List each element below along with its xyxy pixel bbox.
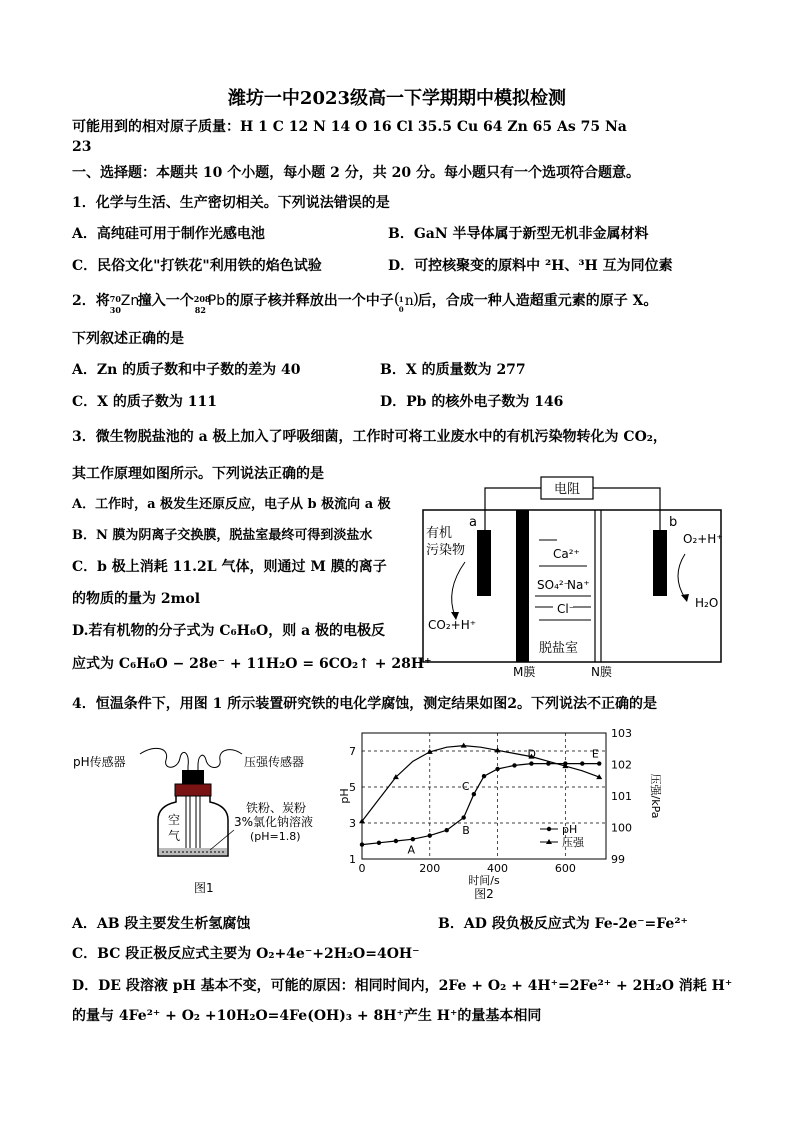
question-2-option-b: B．X 的质量数为 277 <box>380 362 526 378</box>
ph-point <box>597 761 601 765</box>
corrosion-apparatus-figure <box>70 740 330 898</box>
y-right-tick-label: 100 <box>611 821 632 835</box>
ph-point <box>445 828 449 832</box>
sulfate-ion-label: SO₄²⁻ <box>537 578 571 592</box>
question-4-stem: 4．恒温条件下，用图 1 所示装置研究铁的电化学腐蚀，测定结果如图2。下列说法不正确的是 <box>72 696 657 712</box>
m-membrane-label: M膜 <box>513 665 536 679</box>
pb-nuclide: 208 82 Pb <box>193 293 226 315</box>
question-2-option-d: D．Pb 的核外电子数为 146 <box>380 394 564 410</box>
wire-right <box>593 488 660 510</box>
question-3-option-d-cont: 应式为 C₆H₆O − 28e⁻ + 11H₂O = 6CO₂↑ + 28H⁺ <box>72 656 432 672</box>
pressure-tube <box>196 796 200 852</box>
legend-pressure-label: 压强 <box>562 836 584 849</box>
question-4-option-b: B．AD 段负极反应式为 Fe-2e⁻=Fe²⁺ <box>438 916 688 932</box>
point-label-B: B <box>462 824 470 838</box>
pressure-sensor-wire <box>198 750 242 776</box>
q2-text-4: 后，合成一种人造超重元素的原子 X。 <box>417 293 658 309</box>
arrow-oxygen <box>678 554 685 598</box>
sodium-ion-label: Na⁺ <box>567 578 590 592</box>
water-product-label: H₂O <box>695 596 719 610</box>
nacl-solution-label: 3%氯化钠溶液 <box>234 815 314 829</box>
atomic-mass-line: 可能用到的相对原子质量：H 1 C 12 N 14 O 16 Cl 35.5 Cu 64 Zn 65 As 75 Na <box>72 119 627 135</box>
question-2-stem <box>72 289 658 315</box>
electrode-a-label: a <box>469 515 477 530</box>
y-right-tick-label: 101 <box>611 790 632 803</box>
pointer-line <box>210 830 234 850</box>
air-label-2: 气 <box>168 829 181 843</box>
page-title: 潍坊一中2023级高一下学期期中模拟检测 <box>227 88 567 109</box>
ph-value-label: (pH=1.8) <box>250 830 301 843</box>
point-label-A: A <box>407 843 415 857</box>
y-right-tick-label: 102 <box>611 758 632 772</box>
ph-point <box>461 815 465 819</box>
ph-point <box>411 837 415 841</box>
ph-point <box>360 842 364 846</box>
question-1-option-a: A．高纯硅可用于制作光感电池 <box>72 226 265 242</box>
point-label-D: D <box>527 747 536 761</box>
electrode-a <box>477 530 491 596</box>
ph-point <box>377 841 381 845</box>
ph-sensor-wire <box>140 748 188 776</box>
question-1-option-c: C．民俗文化"打铁花"利用铁的焰色试验 <box>72 258 322 274</box>
x-tick-label: 600 <box>554 862 576 875</box>
rubber-stopper <box>175 784 211 796</box>
question-4-option-d-cont: 的量与 4Fe²⁺ + O₂ +10H₂O=4Fe(OH)₃ + 8H⁺产生 H⁺的量基本相同 <box>72 1008 542 1024</box>
y-left-tick-label: 5 <box>349 781 356 794</box>
arrow-oxygen-head <box>681 594 689 602</box>
desalination-cell-diagram <box>415 470 730 680</box>
y-left-axis-label: pH <box>338 788 351 804</box>
iron-carbon-label: 铁粉、炭粉 <box>246 801 307 815</box>
question-4-option-d: D．DE 段溶液 pH 基本不变，可能的原因：相同时间内，2Fe + O₂ + 4H⁺=2Fe²⁺ + 2H₂O 消耗 H⁺ <box>72 978 733 994</box>
ph-point <box>580 761 584 765</box>
question-3-option-c-cont: 的物质的量为 2mol <box>72 591 201 607</box>
ph-point <box>512 763 516 767</box>
electrode-b-label: b <box>669 515 678 530</box>
question-1-option-d: D．可控核聚变的原料中 ²H、³H 互为同位素 <box>388 258 673 274</box>
wire-left <box>485 488 541 510</box>
solution-layer <box>159 848 227 855</box>
m-membrane <box>516 510 529 662</box>
x-tick-label: 400 <box>487 862 509 875</box>
ph-point <box>546 761 550 765</box>
ph-point <box>428 833 432 837</box>
question-3-option-a: A．工作时，a 极发生还原反应，电子从 b 极流向 a 极 <box>72 497 391 512</box>
question-4-option-c: C．BC 段正极反应式主要为 O₂+4e⁻+2H₂O=4OH⁻ <box>72 946 420 962</box>
arrow-organic <box>452 562 465 616</box>
point-label-C: C <box>461 780 470 794</box>
ph-pressure-chart <box>340 725 670 900</box>
electrode-b <box>653 530 667 596</box>
ph-point <box>482 774 486 778</box>
ph-point <box>529 761 533 765</box>
ph-point <box>394 839 398 843</box>
question-3-stem-2: 其工作原理如图所示。下列说法正确的是 <box>72 466 324 482</box>
figure-2-caption: 图2 <box>474 887 494 901</box>
q2-text-3: 的原子核并释放出一个中子 <box>225 293 394 309</box>
y-right-tick-label: 99 <box>611 853 625 866</box>
question-4-option-a: A．AB 段主要发生析氢腐蚀 <box>72 916 251 932</box>
question-3-stem: 3．微生物脱盐池的 a 极上加入了呼吸细菌，工作时可将工业废水中的有机污染物转化为 CO₂， <box>72 429 667 445</box>
x-tick-label: 200 <box>419 862 441 875</box>
organic-label-1: 有机 <box>426 526 453 541</box>
question-3-option-c: C．b 极上消耗 11.2L 气体，则通过 M 膜的离子 <box>72 559 387 575</box>
section-heading: 一、选择题：本题共 10 个小题，每小题 2 分，共 20 分。每小题只有一个选项符合题意。 <box>72 165 640 181</box>
question-2-stem-2: 下列叙述正确的是 <box>72 331 184 347</box>
x-axis-label: 时间/s <box>468 874 500 887</box>
sensor-cap <box>182 770 204 784</box>
zn-nuclide: 70 30 Zn <box>109 293 140 315</box>
calcium-ion-label: Ca²⁺ <box>553 547 580 561</box>
resistor-label: 电阻 <box>553 482 581 497</box>
legend-ph-label: pH <box>562 823 578 836</box>
legend-ph-marker <box>547 827 551 831</box>
figure-1-caption: 图1 <box>194 881 214 895</box>
ph-point <box>495 767 499 771</box>
q2-text-2: 撞入一个 <box>137 293 194 309</box>
question-1-option-b: B．GaN 半导体属于新型无机非金属材料 <box>388 226 649 242</box>
question-2-option-a: A．Zn 的质子数和中子数的差为 40 <box>72 362 301 378</box>
chloride-ion-label: Cl⁻ <box>557 602 576 616</box>
air-label-1: 空 <box>168 813 181 827</box>
question-3-option-d: D.若有机物的分子式为 C₆H₆O，则 a 极的电极反 <box>72 623 386 639</box>
y-right-axis-label: 压强/kPa <box>649 773 662 819</box>
pressure-point <box>461 743 467 748</box>
ph-sensor-label: pH传感器 <box>73 755 126 769</box>
desalination-room-label: 脱盐室 <box>539 641 579 656</box>
point-label-E: E <box>591 747 599 761</box>
sensor-probe <box>186 796 190 852</box>
y-left-tick-label: 7 <box>349 745 356 758</box>
x-tick-label: 0 <box>358 862 366 875</box>
o2-reactant-label: O₂+H⁺ <box>683 532 723 546</box>
y-left-tick-label: 3 <box>349 817 356 830</box>
question-3-option-b: B．N 膜为阴离子交换膜，脱盐室最终可得到淡盐水 <box>72 528 373 543</box>
co2-product-label: CO₂+H⁺ <box>428 618 477 632</box>
ph-point <box>472 792 476 796</box>
atomic-mass-line-2: 23 <box>72 139 92 155</box>
organic-label-2: 污染物 <box>426 543 466 558</box>
pressure-sensor-label: 压强传感器 <box>244 755 305 769</box>
y-right-tick-label: 103 <box>611 727 632 740</box>
neutron-nuclide: ( 1 0 n ) <box>393 289 419 314</box>
n-membrane-label: N膜 <box>591 665 612 679</box>
y-left-tick-label: 1 <box>349 853 356 866</box>
question-2-option-c: C．X 的质子数为 111 <box>72 394 217 410</box>
question-1-stem: 1．化学与生活、生产密切相关。下列说法错误的是 <box>72 195 390 211</box>
q2-text-1: 2．将 <box>72 293 110 309</box>
